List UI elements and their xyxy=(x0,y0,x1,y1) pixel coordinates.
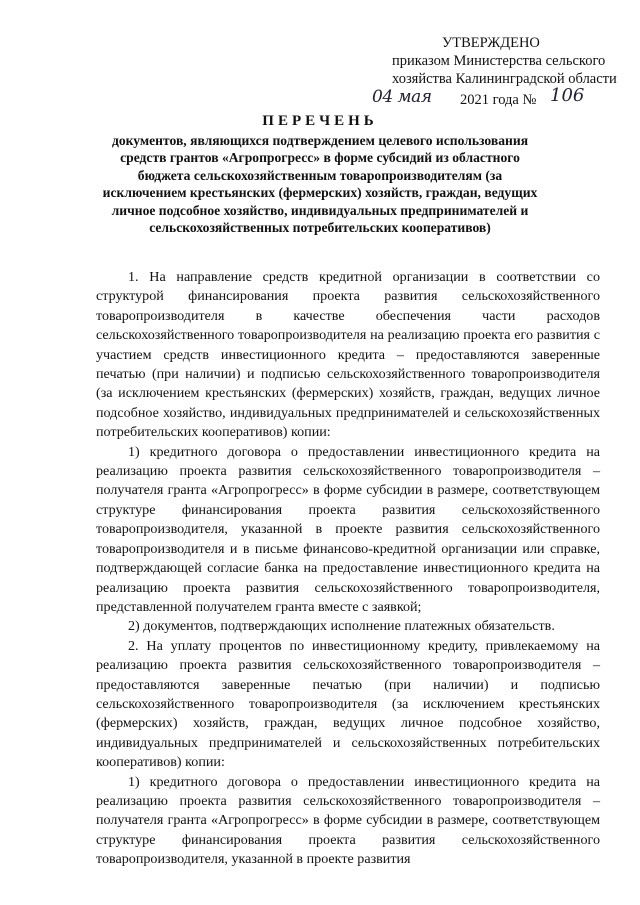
approval-date-line xyxy=(372,85,620,109)
document-subtitle: документов, являющихся подтверждением целевого использования средств грантов «Агропрогресс» в форме субсидий из областного бюджета сельскохозяйственным товаропроизводителям (за исключением крестьянских (фермерских) хозяйств, граждан, ведущих личное подсобное хозяйство, индивидуальных предпринимателей и сельскохозяйственных потребительских кооперативов) xyxy=(102,133,538,236)
approval-year-text: 2021 года № xyxy=(460,92,537,108)
paragraph-2-item-1: 1) кредитного договора о предоставлении инвестиционного кредита на реализацию проекта развития сельскохозяйственного товаропроизводителя – получателя гранта «Агропрогресс» в форме субсидии в размере, соответствующем структуре финансирования проекта развития сельскохозяйственного товаропроизводителя, указанной в проекте развития xyxy=(96,773,600,868)
approval-line-2: хозяйства Калининградской области xyxy=(392,71,617,87)
paragraph-1: 1. На направление средств кредитной организации в соответствии со структурой финансирования проекта развития сельскохозяйственного товаропроизводителя в качестве обеспечения части расходов сельскохозяйственного товаропроизводителя на реализацию проекта его развития с участием средств инвестиционного кредита – предоставляются заверенные печатью (при наличии) и подписью сельскохозяйственного товаропроизводителя (за исключением крестьянских (фермерских) хозяйств, граждан, ведущих личное подсобное хозяйство, индивидуальных предпринимателей и сельскохозяйственных потребительских кооперативов) копии: xyxy=(96,269,600,441)
document-title: ПЕРЕЧЕНЬ xyxy=(262,113,378,129)
handwritten-date: 04 мая xyxy=(372,87,432,107)
approval-header: УТВЕРЖДЕНО xyxy=(442,35,540,51)
document-body xyxy=(96,268,600,870)
paragraph-2: 2. На уплату процентов по инвестиционному кредиту, привлекаемому на реализацию проекта развития сельскохозяйственного товаропроизводителя – предоставляются заверенные печатью (при наличии) и подписью сельскохозяйственного товаропроизводителя (за исключением крестьянских (фермерских) хозяйств, граждан, ведущих личное подсобное хозяйство, индивидуальных предпринимателей и сельскохозяйственных потребительских кооперативов) копии: xyxy=(96,637,600,771)
paragraph-1-item-2: 2) документов, подтверждающих исполнение платежных обязательств. xyxy=(128,618,555,635)
handwritten-order-number: 106 xyxy=(550,85,585,106)
approval-line-1: приказом Министерства сельского xyxy=(392,53,606,69)
approval-stamp xyxy=(372,34,620,109)
paragraph-1-item-1: 1) кредитного договора о предоставлении инвестиционного кредита на реализацию проекта развития сельскохозяйственного товаропроизводителя – получателя гранта «Агропрогресс» в форме субсидии в размере, соответствующем структуре финансирования проекта развития сельскохозяйственного товаропроизводителя, указанной в проекте развития сельскохозяйственного товаропроизводителя и в письме финансово-кредитной организации или справке, подтверждающей согласие банка на предоставление инвестиционного кредита на реализацию проекта развития сельскохозяйственного товаропроизводителя, представленной получателем гранта вместе с заявкой; xyxy=(96,443,600,615)
